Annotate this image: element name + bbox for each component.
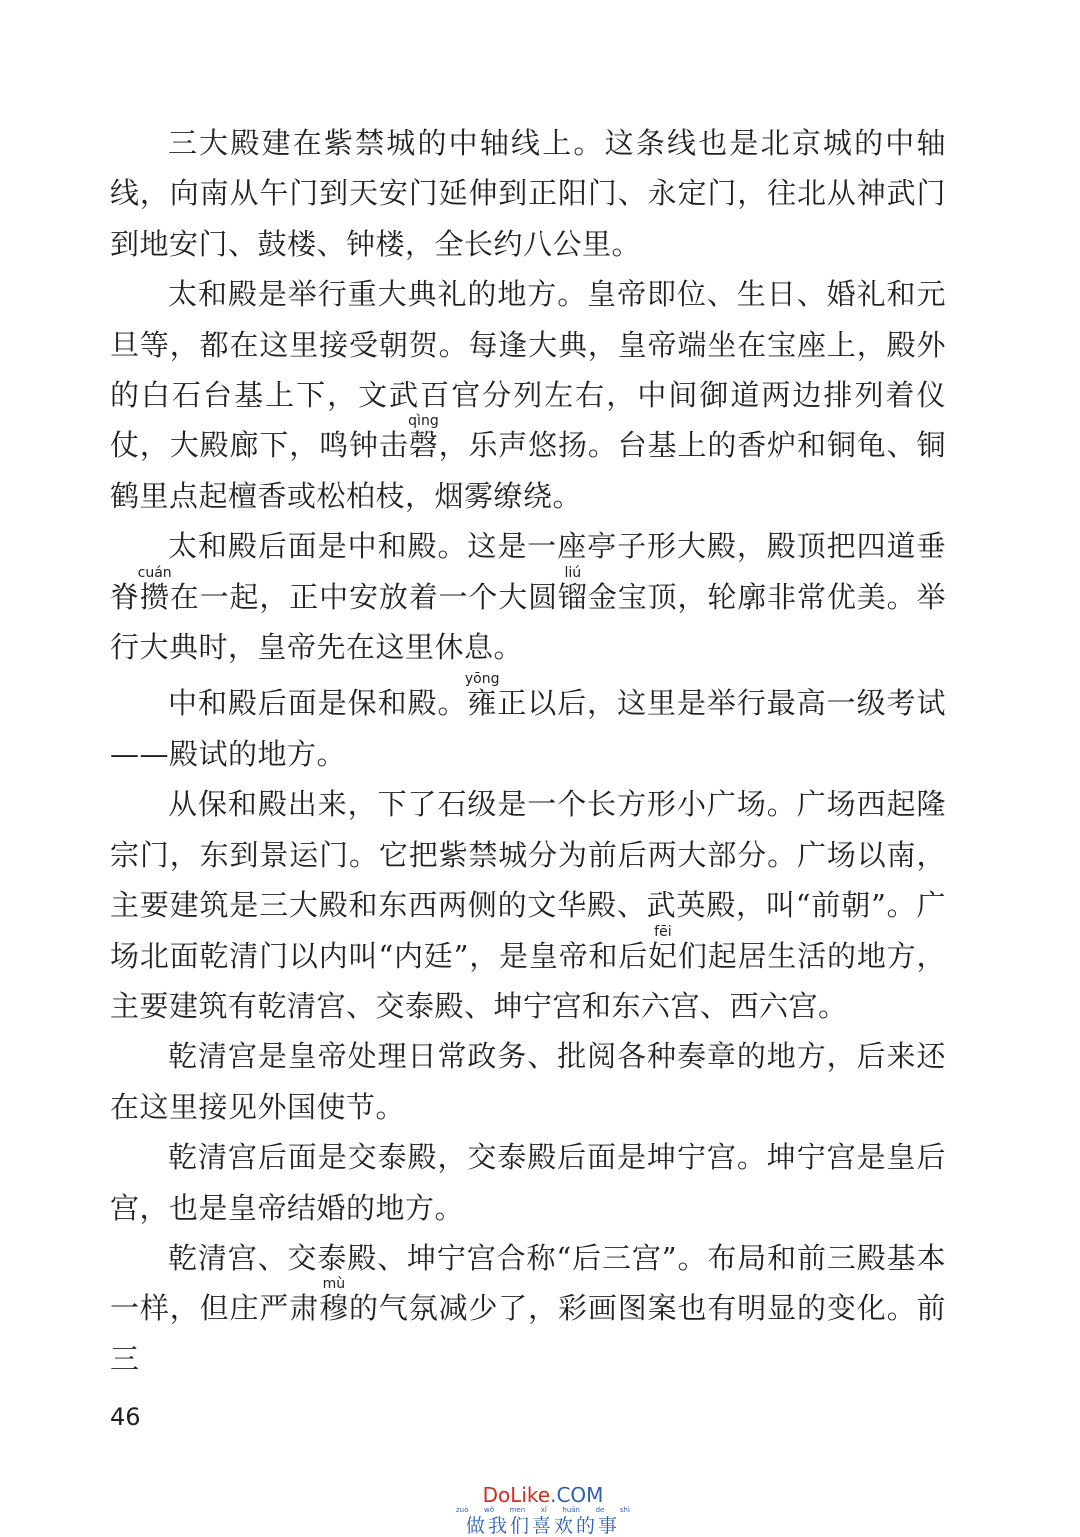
watermark-pinyin [448,1506,638,1515]
paragraph-zhonghe-hall [110,521,946,672]
text-segment: 乾清宫、交泰殿、坤宁宫合称“后三宫”。布局和前三殿基本一样，但庄严肃 [110,1240,946,1326]
ruby-base: 镏 [558,579,588,614]
text-segment: 的气氛减少了，彩画图案也有明显的变化。前三 [110,1291,946,1376]
text-segment: ，乐声悠扬。台基上的香炉和铜龟、铜鹤里点起檀香或松柏枝，烟雾缭绕。 [110,428,946,513]
paragraph-qianqing-palace: 乾清宫是皇帝处理日常政务、批阅各种奏章的地方，后来还在这里接见外国使节。 [110,1039,946,1124]
watermark-pinyin-syllable: shì [619,1506,630,1514]
text-segment: 从保和殿出来，下了石级是一个长方形小广场。广场西起隆宗门，东到景运门。它把紫禁城分为前后两大部分。广场以南，主要建筑是三大殿和东西两侧的文华殿、武英殿，叫“前朝”。广场北面乾清门以内叫“内廷”，是皇帝和后 [110,787,946,973]
text-segment: 太和殿是举行重大典礼的地方。皇帝即位、生日、婚礼和元旦等，都在这里接受朝贺。每逢大典，皇帝端坐在宝座上，殿外的白石台基上下，文武百官分列左右，中间御道两边排列着仪仗，大殿廊下，鸣钟击 [110,277,946,463]
page-body [110,118,946,1384]
text-segment: 中和殿后面是保和殿。 [168,686,468,721]
ruby-pinyin: mù [319,1276,349,1293]
watermark-brand [448,1484,638,1506]
page-number: 46 [110,1403,141,1431]
paragraph-baohe-hall [110,672,946,779]
watermark-pinyin-syllable: xǐ [540,1506,547,1514]
ruby-base: 穆 [319,1291,349,1326]
ruby-pinyin: fēi [648,923,678,940]
ruby-liu [558,564,588,614]
watermark-pinyin-syllable: huān [562,1506,580,1514]
ruby-qing [408,413,439,463]
site-watermark [448,1484,638,1537]
watermark-brand-name: DoLike [482,1483,551,1507]
paragraph-rear-three-palaces [110,1233,946,1384]
text-segment: 正以后，这里是举行最高一级考试——殿试的地方。 [110,686,946,771]
ruby-mu [319,1276,349,1326]
text-segment: 们起居生活的地方，主要建筑有乾清宫、交泰殿、坤宁宫和东六宫、西六宫。 [110,938,946,1023]
watermark-pinyin-syllable: men [509,1506,526,1514]
paragraph-taihe-hall [110,269,946,521]
text-segment: 太和殿后面是中和殿。这是一座亭子形大殿，殿顶把四道垂脊 [110,529,946,614]
text-segment: 在一起，正中安放着一个大圆 [169,579,559,614]
ruby-base: 妃 [648,938,678,973]
watermark-brand-suffix: .COM [550,1483,604,1507]
ruby-pinyin: cuán [137,564,172,581]
ruby-base: 攒 [137,579,172,614]
watermark-pinyin-syllable: de [595,1506,605,1514]
text-segment: 金宝顶，轮廓非常优美。举行大典时，皇帝先在这里休息。 [110,579,946,665]
watermark-pinyin-syllable: zuò [456,1506,469,1514]
ruby-base: 磬 [408,428,439,463]
ruby-pinyin: qìng [408,413,439,430]
ruby-pinyin: liú [558,564,588,581]
ruby-fei [648,923,678,973]
paragraph-square [110,779,946,1031]
paragraph-kunning-palace: 乾清宫后面是交泰殿，交泰殿后面是坤宁宫。坤宁宫是皇后宫，也是皇帝结婚的地方。 [110,1140,946,1225]
ruby-base: 雍 [464,686,500,721]
ruby-yong [464,671,500,721]
ruby-pinyin: yōng [464,671,500,688]
watermark-slogan: 做我们喜欢的事 [465,1515,620,1537]
ruby-cuan [137,564,172,614]
paragraph-central-axis: 三大殿建在紫禁城的中轴线上。这条线也是北京城的中轴线，向南从午门到天安门延伸到正阳门、永定门，往北从神武门到地安门、鼓楼、钟楼，全长约八公里。 [110,126,946,261]
watermark-pinyin-syllable: wǒ [483,1506,494,1514]
